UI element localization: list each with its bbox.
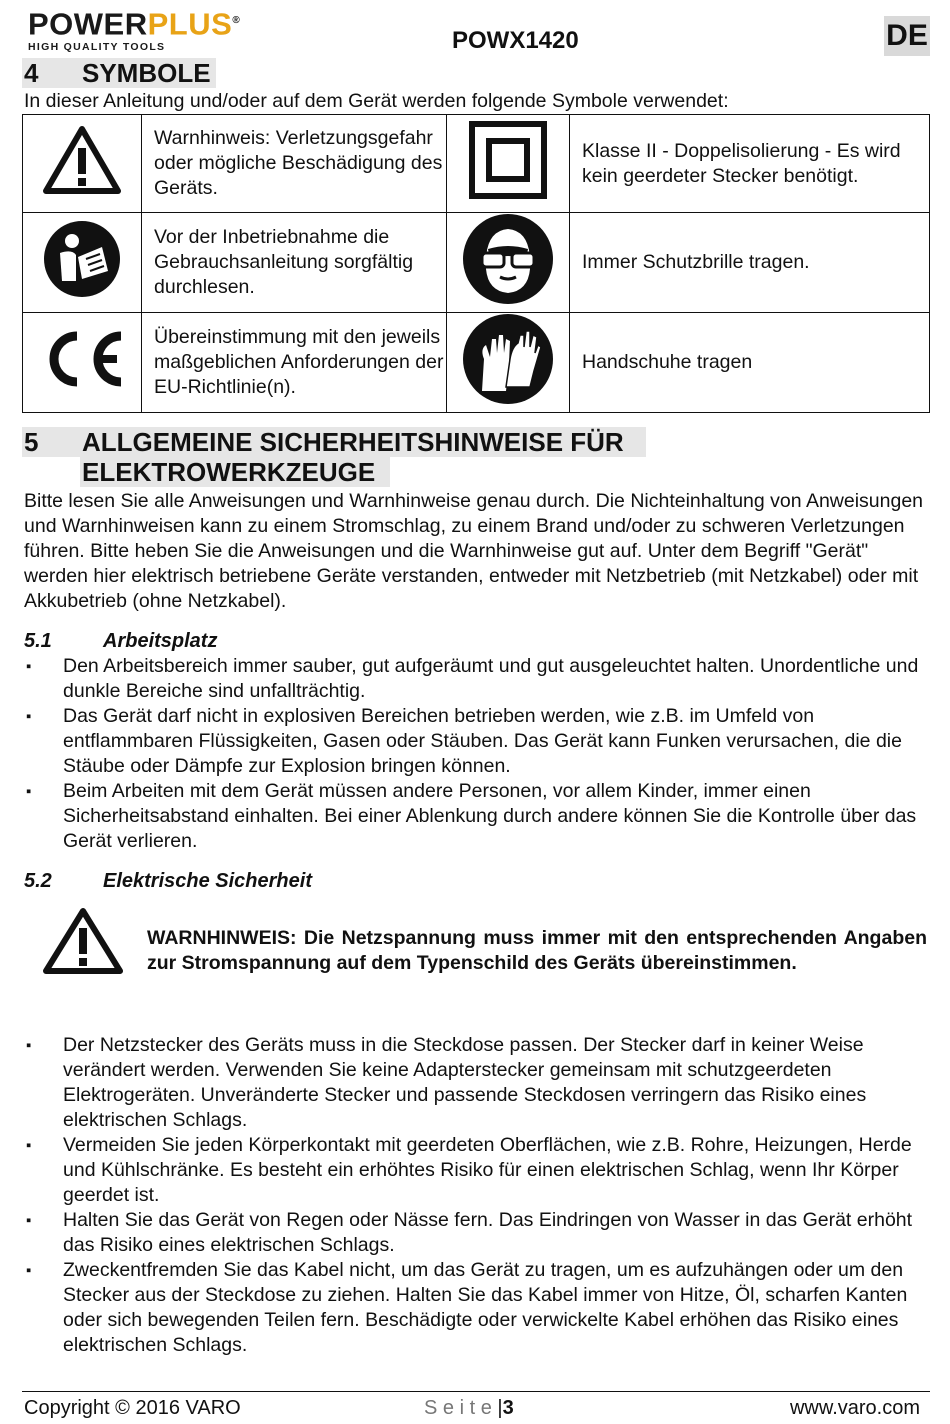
read-manual-icon: [23, 213, 142, 313]
list-item: ▪ Den Arbeitsbereich immer sauber, gut aufgeräumt und gut ausgeleuchtet halten. Unordentliche und dunkle Bereiche sind unfallträchtig.: [24, 654, 928, 704]
subsection-5-1-list: [24, 654, 928, 854]
symbol-text: Immer Schutzbrille tragen.: [570, 213, 930, 313]
warning-triangle-icon: [23, 115, 142, 213]
list-item: ▪ Das Gerät darf nicht in explosiven Bereichen betrieben werden, wie z.B. im Umfeld von entflammbaren Flüssigkeiten, Gasen oder Stäuben. Das Gerät kann Funken verursachen, die die Stäube oder Dämpfe zur Explosion bringen können.: [24, 704, 928, 779]
symbol-text: Handschuhe tragen: [570, 313, 930, 413]
list-item: ▪ Beim Arbeiten mit dem Gerät müssen andere Personen, vor allem Kinder, immer einen Sicherheitsabstand einhalten. Bei einer Ablenkung durch andere können Sie die Kontrolle über das Gerät verlieren.: [24, 779, 928, 854]
subsection-5-2-list: [24, 1033, 928, 1358]
footer-url: www.varo.com: [789, 1397, 920, 1419]
symbol-text: Vor der Inbetriebnahme die Gebrauchsanleitung sorgfältig durchlesen.: [142, 213, 447, 313]
footer-copyright: Copyright © 2016 VARO: [24, 1397, 241, 1419]
section-5-heading-line2: ELEKTROWERKZEUGE: [80, 457, 390, 487]
model-number: POWX1420: [452, 27, 579, 54]
safety-goggles-icon: [447, 213, 570, 313]
symbol-text: Übereinstimmung mit den jeweils maßgeblichen Anforderungen der EU-Richtlinie(n).: [142, 313, 447, 413]
section-4-intro: In dieser Anleitung und/oder auf dem Gerät werden folgende Symbole verwendet:: [24, 90, 729, 112]
list-item: ▪ Zweckentfremden Sie das Kabel nicht, um das Gerät zu tragen, um es aufzuhängen oder um den Stecker aus der Steckdose zu ziehen. Halten Sie das Kabel immer von Hitze, Öl, scharfen Kanten oder sich bewegenden Teilen fern. Beschädigte oder verwickelte Kabel erhöhen das Risiko eines elektrischen Schlags.: [24, 1258, 928, 1358]
list-item: ▪ Der Netzstecker des Geräts muss in die Steckdose passen. Der Stecker darf in keiner Weise verändert werden. Verwenden Sie keine Adapterstecker gemeinsam mit schutzgeerdeten Elektrogeräten. Unveränderte Stecker und passende Steckdosen verringern das Risiko eines elektrischen Schlags.: [24, 1033, 928, 1133]
subsection-5-2-heading: 5.2 Elektrische Sicherheit: [24, 870, 312, 892]
list-item: ▪ Vermeiden Sie jeden Körperkontakt mit geerdeten Oberflächen, wie z.B. Rohre, Heizungen, Herde und Kühlschränke. Es besteht ein erhöhtes Risiko für einen elektrischen Schlag, wenn Ihr Körper geerdet ist.: [24, 1133, 928, 1208]
footer-page: S e i t e |3: [424, 1397, 514, 1419]
brand-logo: POWERPLUS® HIGH QUALITY TOOLS: [28, 6, 241, 54]
symbol-text: Warnhinweis: Verletzungsgefahr oder mögliche Beschädigung des Geräts.: [142, 115, 447, 213]
ce-mark-icon: [23, 313, 142, 413]
symbol-text: Klasse II - Doppelisolierung - Es wird kein geerdeter Stecker benötigt.: [570, 115, 930, 213]
list-item: ▪ Halten Sie das Gerät von Regen oder Nässe fern. Das Eindringen von Wasser in das Gerät erhöht das Risiko eines elektrischen Schlags.: [24, 1208, 928, 1258]
section-5-intro: Bitte lesen Sie alle Anweisungen und Warnhinweise genau durch. Die Nichteinhaltung von Anweisungen und Warnhinweisen kann zu einem Stromschlag, zu einem Brand und/oder zu schweren Verletzungen führen. Bitte heben Sie die Anweisungen und die Warnhinweise gut auf. Unter dem Begriff "Gerät" werden hier elektrisch betriebene Geräte verstanden, entweder mit Netzbetrieb (mit Netzkabel) oder mit Akkubetrieb (ohne Netzkabel).: [24, 490, 924, 612]
language-badge: DE: [884, 16, 930, 56]
section-5-heading: 5 ALLGEMEINE SICHERHEITSHINWEISE FÜR: [22, 427, 646, 457]
footer-divider: [22, 1391, 930, 1392]
warning-text: WARNHINWEIS: Die Netzspannung muss immer mit den entsprechenden Angaben zur Stromspannung auf dem Typenschild des Geräts übereinstimmen.: [147, 927, 927, 974]
warning-triangle-icon: [42, 906, 124, 981]
symbols-table: [22, 114, 930, 413]
section-4-heading: 4 SYMBOLE: [22, 58, 216, 88]
gloves-icon: [447, 313, 570, 413]
subsection-5-1-heading: 5.1 Arbeitsplatz: [24, 630, 218, 652]
double-insulation-icon: [447, 115, 570, 213]
